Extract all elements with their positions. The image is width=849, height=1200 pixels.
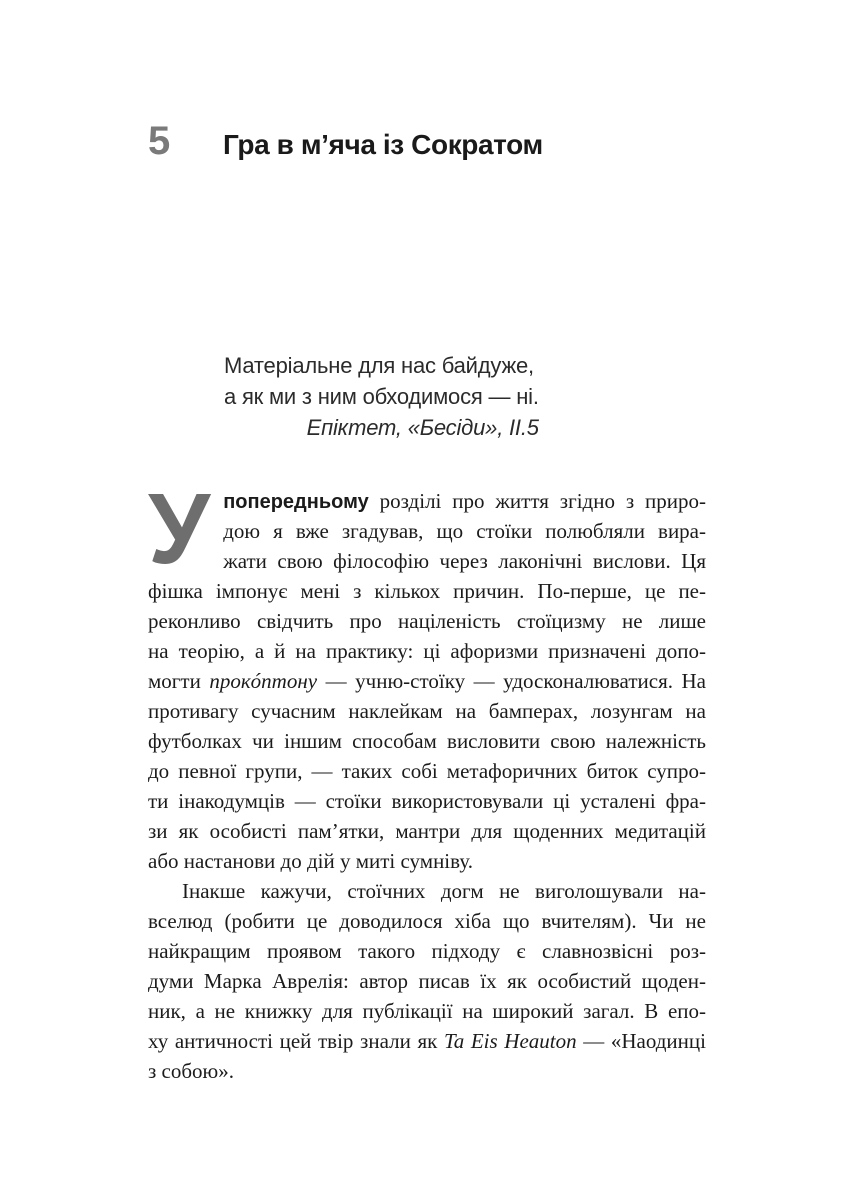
- chapter-number: 5: [148, 119, 171, 163]
- plain-text: противагу сучасним наклейкам на бамперах, лозунгам на: [148, 699, 706, 723]
- text-line: [148, 966, 706, 996]
- plain-text: з собою».: [148, 1059, 234, 1083]
- text-line: [148, 546, 706, 576]
- plain-text: ник, а не книжку для публікації на широкий загал. В епо-: [148, 999, 706, 1023]
- plain-text: на теорію, а й на практику: ці афоризми призначені допо-: [148, 639, 706, 663]
- text-line: [148, 636, 706, 666]
- text-line: [148, 486, 706, 516]
- italic-text: прокóптону: [209, 669, 318, 693]
- paragraph: [148, 473, 706, 876]
- text-line: [148, 816, 706, 846]
- text-line: [148, 696, 706, 726]
- plain-text: зи як особисті пам’ятки, мантри для щоденних медитацій: [148, 819, 706, 843]
- plain-text: ху античності цей твір знали як: [148, 1029, 444, 1053]
- text-line: [148, 726, 706, 756]
- text-line: [148, 1026, 706, 1056]
- chapter-header: [148, 121, 706, 165]
- text-line: [148, 846, 706, 876]
- text-line: [148, 786, 706, 816]
- text-line: [148, 576, 706, 606]
- text-line: [148, 936, 706, 966]
- text-line: [148, 666, 706, 696]
- text-line: [148, 606, 706, 636]
- text-line: [148, 1056, 706, 1086]
- body-text: [148, 473, 706, 1086]
- plain-text: могти: [148, 669, 210, 693]
- bold-text: попередньому: [223, 491, 369, 513]
- paragraphs: [148, 473, 706, 1086]
- plain-text: реконливо свідчить про націленість стоїцизму не лише: [148, 609, 706, 633]
- plain-text: розділі про життя згідно з приро-: [368, 489, 706, 513]
- text-line: [148, 516, 706, 546]
- plain-text: дою я вже згадував, що стоїки полюбляли вира-: [223, 519, 706, 543]
- epigraph-line: а як ми з ним обходимося — ні.: [224, 384, 539, 409]
- plain-text: жати свою філософію через лаконічні вислови. Ця: [223, 549, 706, 573]
- plain-text: вселюд (робити це доводилося хіба що вчителям). Чи не: [148, 909, 706, 933]
- plain-text: думи Марка Аврелія: автор писав їх як особистий щоден-: [148, 969, 706, 993]
- plain-text: Інакше кажучи, стоїчних догм не виголошували на-: [182, 879, 706, 903]
- chapter-title: Гра в м’яча із Сократом: [223, 129, 543, 160]
- plain-text: футболках чи іншим способам висловити свою належність: [148, 729, 706, 753]
- text-line: [148, 876, 706, 906]
- italic-text: Ta Eis Heauton: [443, 1029, 577, 1053]
- plain-text: або настанови до дій у миті сумніву.: [148, 849, 473, 873]
- epigraph-line: Матеріальне для нас байдуже,: [224, 353, 534, 378]
- plain-text: — учню-стоїку — удосконалюватися. На: [317, 669, 706, 693]
- text-line: [148, 996, 706, 1026]
- epigraph: [224, 350, 539, 443]
- text-line: [148, 756, 706, 786]
- epigraph-attribution: Епіктет, «Бесіди», II.5: [306, 415, 539, 440]
- plain-text: ти інакодумців — стоїки використовували ці усталені фра-: [148, 789, 706, 813]
- text-line: [148, 906, 706, 936]
- plain-text: — «Наодинці: [576, 1029, 706, 1053]
- plain-text: фішка імпонує мені з кількох причин. По-перше, це пе-: [148, 579, 706, 603]
- plain-text: до певної групи, — таких собі метафоричних биток супро-: [148, 759, 706, 783]
- paragraph: [148, 876, 706, 1086]
- plain-text: найкращим проявом такого підходу є славнозвісні роз-: [148, 939, 706, 963]
- drop-cap: У: [148, 473, 211, 585]
